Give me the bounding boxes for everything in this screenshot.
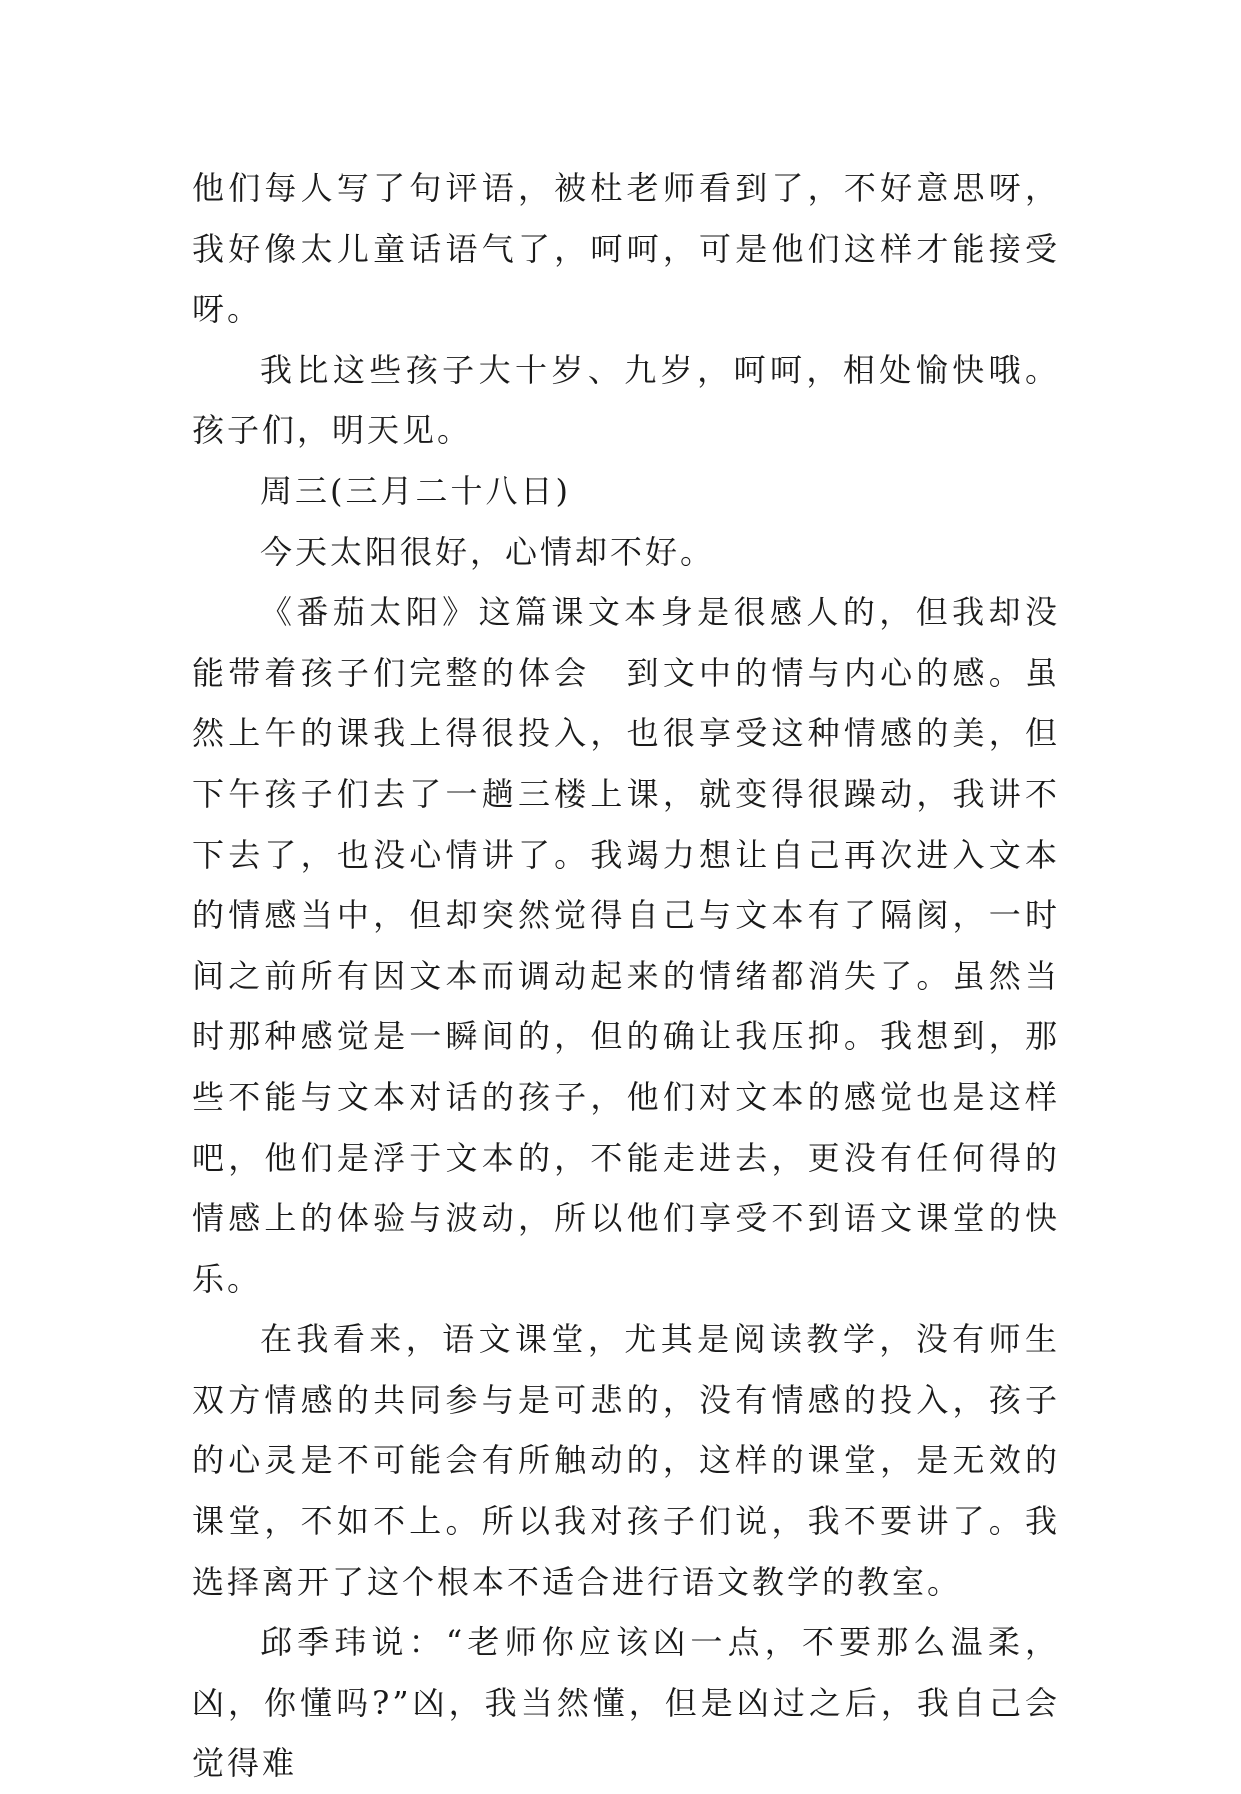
paragraph-4: 今天太阳很好，心情却不好。 <box>260 532 716 571</box>
paragraph-7: 邱季玮说：“老师你应该凶一点，不要那么温柔，凶，你懂吗?”凶，我当然懂，但是凶过之后，我自己会觉得难 <box>192 1623 1060 1783</box>
paragraph-2: 我比这些孩子大十岁、九岁，呵呵，相处愉快哦。孩子们，明天见。 <box>192 350 1060 450</box>
paragraph-date-heading: 周三(三月二十八日) <box>260 471 571 510</box>
paragraph-6: 在我看来，语文课堂，尤其是阅读教学，没有师生双方情感的共同参与是可悲的，没有情感的投入，孩子的心灵是不可能会有所触动的，这样的课堂，是无效的课堂，不如不上。所以我对孩子们说，我不要讲了。我选择离开了这个根本不适合进行语文教学的教室。 <box>192 1320 1060 1601</box>
document-body <box>192 158 1060 1794</box>
paragraph-1: 他们每人写了句评语，被杜老师看到了，不好意思呀，我好像太儿童话语气了，呵呵，可是他们这样才能接受呀。 <box>192 169 1060 329</box>
paragraph-5: 《番茄太阳》这篇课文本身是很感人的，但我却没能带着孩子们完整的体会 到文中的情与内心的感。虽然上午的课我上得很投入，也很享受这种情感的美，但下午孩子们去了一趟三楼上课，就变得很躁动，我讲不下去了，也没心情讲了。我竭力想让自己再次进入文本的情感当中，但却突然觉得自己与文本有了隔阂，一时间之前所有因文本而调动起来的情绪都消失了。虽然当时那种感觉是一瞬间的，但的确让我压抑。我想到，那些不能与文本对话的孩子，他们对文本的感觉也是这样吧，他们是浮于文本的，不能走进去，更没有任何得的情感上的体验与波动，所以他们享受不到语文课堂的快乐。 <box>192 593 1060 1298</box>
